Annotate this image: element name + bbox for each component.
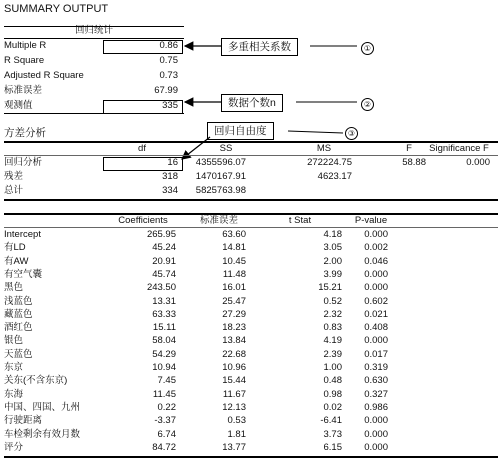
coef-p: 0.000 <box>364 428 388 440</box>
coef-t: 2.00 <box>323 255 342 267</box>
coef-t: 1.00 <box>323 362 342 373</box>
coef-coef: -3.37 <box>154 415 176 427</box>
stats-label: Adjusted R Square <box>4 70 84 81</box>
coef-t: 0.83 <box>323 322 342 334</box>
coef-se: 13.84 <box>222 335 246 347</box>
coef-p: 0.602 <box>364 295 388 307</box>
coef-se: 13.77 <box>222 441 246 453</box>
coef-coef: 265.95 <box>146 229 176 240</box>
df-highlight <box>103 157 183 171</box>
coef-row-label: Intercept <box>4 229 41 240</box>
coef-row-label: 东京 <box>4 362 24 373</box>
coef-row-label: 黑色 <box>4 282 24 294</box>
anova-header-rule <box>4 155 498 156</box>
anova-ms: 4623.17 <box>317 171 352 182</box>
regression-stats-header: 回归统计 <box>74 25 113 36</box>
anova-title: 方差分析 <box>4 127 46 139</box>
coef-p: 0.630 <box>364 375 388 387</box>
coef-se: 11.67 <box>222 388 246 400</box>
coef-row-label: 东海 <box>4 388 24 400</box>
coef-p: 0.986 <box>364 401 388 413</box>
arrow-3-tail <box>288 131 343 133</box>
coef-t: 6.15 <box>323 441 342 453</box>
anova-header: df <box>138 143 146 154</box>
coef-row-label: 车检剩余有效月数 <box>4 428 81 440</box>
coef-p: 0.000 <box>364 268 388 280</box>
anova-ss: 5825763.98 <box>195 185 246 196</box>
anova-header: F <box>406 143 412 154</box>
coef-row-label: 中国、四国、九州 <box>4 401 81 413</box>
coef-coef: 15.11 <box>152 322 176 334</box>
coef-t: -6.41 <box>320 415 342 427</box>
coef-t: 4.19 <box>323 335 342 347</box>
anova-sig: 0.000 <box>466 157 490 168</box>
coef-se: 10.96 <box>222 362 246 373</box>
anova-ms: 272224.75 <box>307 157 352 168</box>
coef-coef: 45.74 <box>152 268 176 280</box>
coef-p: 0.000 <box>364 335 388 347</box>
stats-label: 观测值 <box>4 100 33 111</box>
anova-header: Significance F <box>429 143 489 154</box>
coef-row-label: 有空气囊 <box>4 268 43 280</box>
coef-t: 15.21 <box>318 282 342 294</box>
coef-se: 14.81 <box>222 242 246 254</box>
coef-se: 1.81 <box>227 428 246 440</box>
coef-se: 10.45 <box>222 255 246 267</box>
coef-bottom-rule <box>4 456 498 458</box>
coef-t: 2.39 <box>323 348 342 360</box>
coef-t: 3.99 <box>323 268 342 280</box>
coef-p: 0.046 <box>364 255 388 267</box>
stats-value: 0.75 <box>159 55 178 66</box>
coef-t: 0.98 <box>323 388 342 400</box>
anova-bottom-rule <box>4 199 498 201</box>
coef-se: 11.48 <box>222 268 246 280</box>
coef-p: 0.000 <box>364 229 388 240</box>
coef-t: 2.32 <box>323 308 342 320</box>
coef-row-label: 藏蓝色 <box>4 308 33 320</box>
anova-row-label: 回归分析 <box>4 157 43 168</box>
coef-row-label: 评分 <box>4 441 24 453</box>
stats-value: 0.73 <box>159 70 178 81</box>
coef-se: 12.13 <box>222 401 246 413</box>
coef-coef: 7.45 <box>157 375 176 387</box>
coef-p: 0.002 <box>364 242 388 254</box>
stats-value: 67.99 <box>154 85 178 96</box>
coef-p: 0.327 <box>364 388 388 400</box>
coef-se: 0.53 <box>227 415 246 427</box>
coef-coef: 84.72 <box>152 441 176 453</box>
coef-p: 0.017 <box>364 348 388 360</box>
anova-df: 334 <box>162 185 178 196</box>
coef-coef: 63.33 <box>152 308 176 320</box>
coef-p: 0.000 <box>364 441 388 453</box>
coef-coef: 6.74 <box>157 428 176 440</box>
coef-header: P-value <box>354 215 388 226</box>
coef-coef: 20.91 <box>152 255 176 267</box>
stats-label: 标准误差 <box>4 85 43 96</box>
coef-t: 3.73 <box>323 428 342 440</box>
coef-t: 0.02 <box>323 401 342 413</box>
anova-ss: 4355596.07 <box>195 157 246 168</box>
coef-t: 0.48 <box>323 375 342 387</box>
coef-p: 0.319 <box>364 362 388 373</box>
page-title: SUMMARY OUTPUT <box>4 3 109 15</box>
stats-label: Multiple R <box>4 40 47 51</box>
coef-se: 22.68 <box>222 348 246 360</box>
coef-row-label: 银色 <box>4 335 24 347</box>
anova-header: SS <box>219 143 233 154</box>
coef-se: 25.47 <box>222 295 246 307</box>
coef-coef: 0.22 <box>157 401 176 413</box>
coef-header: t Stat <box>288 215 312 226</box>
coef-header: 标准误差 <box>199 215 238 226</box>
callout-number-1: ① <box>361 42 374 55</box>
stats-value: 335 <box>162 100 178 111</box>
coef-se: 63.60 <box>222 229 246 240</box>
coef-p: 0.000 <box>364 282 388 294</box>
coef-coef: 243.50 <box>146 282 176 294</box>
anova-row-label: 总计 <box>4 185 24 196</box>
coef-header: Coefficients <box>118 215 168 226</box>
coef-row-label: 关东(不含东京) <box>4 375 68 387</box>
anova-df: 318 <box>162 171 178 182</box>
anova-df: 16 <box>167 157 178 168</box>
anova-row-label: 残差 <box>4 171 24 182</box>
callout-number-3: ③ <box>345 127 358 140</box>
stats-value: 0.86 <box>159 40 178 51</box>
coef-t: 3.05 <box>323 242 342 254</box>
coef-p: 0.408 <box>364 322 388 334</box>
coef-t: 4.18 <box>323 229 342 240</box>
coef-coef: 54.29 <box>152 348 176 360</box>
coef-p: 0.000 <box>364 415 388 427</box>
anova-ss: 1470167.91 <box>195 171 246 182</box>
callout-df: 回归自由度 <box>207 122 274 140</box>
coef-row-label: 酒红色 <box>4 322 33 334</box>
anova-f: 58.88 <box>402 157 426 168</box>
anova-header: MS <box>316 143 332 154</box>
callout-number-2: ② <box>361 98 374 111</box>
callout-observations: 数据个数n <box>221 94 283 112</box>
coef-row-label: 天蓝色 <box>4 348 33 360</box>
coef-t: 0.52 <box>323 295 342 307</box>
coef-row-label: 有LD <box>4 242 26 254</box>
coef-se: 27.29 <box>222 308 246 320</box>
coef-p: 0.021 <box>364 308 388 320</box>
coef-coef: 45.24 <box>152 242 176 254</box>
coef-coef: 10.94 <box>152 362 176 373</box>
coef-row-label: 行驶距离 <box>4 415 43 427</box>
stats-label: R Square <box>4 55 45 66</box>
coef-se: 18.23 <box>222 322 246 334</box>
coef-coef: 11.45 <box>152 388 176 400</box>
coef-row-label: 浅蓝色 <box>4 295 33 307</box>
coef-se: 15.44 <box>222 375 246 387</box>
coef-se: 16.01 <box>222 282 246 294</box>
coef-row-label: 有AW <box>4 255 29 267</box>
callout-multiple-r: 多重相关系数 <box>221 38 298 56</box>
coef-coef: 13.31 <box>152 295 176 307</box>
coef-coef: 58.04 <box>152 335 176 347</box>
coef-header-rule <box>4 227 498 228</box>
